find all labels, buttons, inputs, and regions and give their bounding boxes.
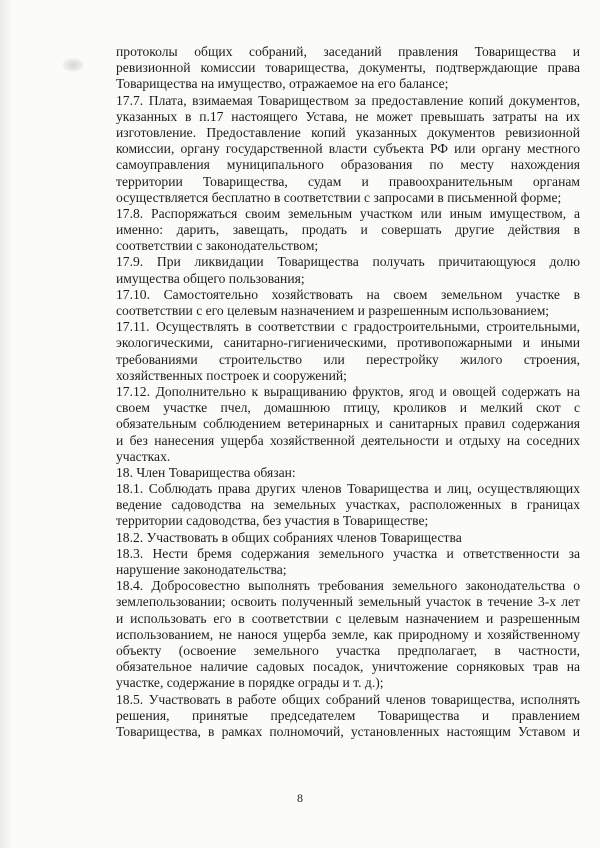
text-line: 18.1. Соблюдать права других членов Товарищества и лиц, осуществляющих xyxy=(116,481,580,497)
text-line: 17.11. Осуществлять в соответствии с градостроительными, строительными, xyxy=(116,319,580,335)
text-line: и использовать его в соответствии с целевым назначением и разрешенным xyxy=(116,610,580,626)
text-line: именно: дарить, завещать, продать и совершать другие действия в xyxy=(116,222,580,238)
text-line: Товарищества, в рамках полномочий, установленных настоящим Уставом и xyxy=(116,723,580,739)
text-line: обязательное наличие садовых посадок, уничтожение сорняковых трав на xyxy=(116,659,580,675)
text-line: землепользовании; освоить полученный земельный участок в течение 3-х лет xyxy=(116,594,580,610)
text-line: ревизионной комиссии товарищества, документы, подтверждающие права xyxy=(116,60,580,76)
text-line: соответствии с его целевым назначением и разрешенным использованием; xyxy=(116,303,550,318)
text-line: изготовление. Предоставление копий указанных документов ревизионной xyxy=(116,124,580,140)
text-line: экологическими, санитарно-гигиеническими, противопожарными и иными xyxy=(116,335,580,351)
page-number: 8 xyxy=(297,791,303,805)
text-line: ведение садоводства на земельных участках, расположенных в границах xyxy=(116,497,580,513)
text-line: 17.8. Распоряжаться своим земельным участком или иным имуществом, а xyxy=(116,205,580,221)
text-line: протоколы общих собраний, заседаний правления Товарищества и xyxy=(116,44,580,59)
text-line: 18. Член Товарищества обязан: xyxy=(116,464,296,480)
document-body xyxy=(116,44,580,740)
text-line: 18.2. Участвовать в общих собраниях членов Товарищества xyxy=(116,529,462,545)
text-line: территории Товарищества, судам и правоохранительным органам xyxy=(116,173,580,189)
text-line: 18.4. Добросовестно выполнять требования земельного законодательства о xyxy=(116,578,580,594)
text-line: 18.3. Нести бремя содержания земельного участка и ответственности за xyxy=(116,545,580,561)
text-line: имущества общего пользования; xyxy=(116,270,305,286)
text-line: требованиями строительство или перестройку жилого строения, xyxy=(116,351,580,367)
text-line: и без нанесения ущерба хозяйственной деятельности и отдыху на соседних xyxy=(116,432,580,448)
text-line: решения, принятые председателем Товарищества и правлением xyxy=(116,707,580,723)
text-line: комиссии, органу государственной власти субъекта РФ или органу местного xyxy=(116,141,580,157)
text-line: осуществляется бесплатно в соответствии с запросами в письменной форме; xyxy=(116,189,562,205)
text-line: 18.5. Участвовать в работе общих собраний членов товарищества, исполнять xyxy=(116,691,580,707)
text-line: Товарищества на имущество, отражаемое на его балансе; xyxy=(116,76,449,92)
text-line: самоуправления муниципального образования по месту нахождения xyxy=(116,157,580,173)
text-line: участках. xyxy=(116,448,171,464)
text-line: 17.10. Самостоятельно хозяйствовать на своем земельном участке в xyxy=(116,286,580,302)
text-line: хозяйственных построек и сооружений; xyxy=(116,367,347,383)
text-line: своем участке пчел, домашнюю птицу, кроликов и мелкий скот с xyxy=(116,400,580,416)
text-line: соответствии с законодательством; xyxy=(116,238,319,254)
page-shadow-edge xyxy=(0,0,12,848)
text-line: обязательным соблюдением ветеринарных и санитарных правил содержания xyxy=(116,416,580,432)
text-line: использованием, не нанося ущерба земле, как природному и хозяйственному xyxy=(116,626,580,642)
text-line: участке, содержание в порядке ограды и т. д.); xyxy=(116,675,384,691)
text-line: территории садоводства, без участия в Товариществе; xyxy=(116,513,429,529)
text-line: указанных в п.17 настоящего Устава, не может превышать затраты на их xyxy=(116,108,580,124)
staple-hole-mark xyxy=(62,58,84,72)
text-line: 17.12. Дополнительно к выращиванию фруктов, ягод и овощей содержать на xyxy=(116,383,580,399)
text-line: нарушение законодательства; xyxy=(116,562,287,577)
text-line: объекту (освоение земельного участка предполагает, в частности, xyxy=(116,642,580,658)
text-line: 17.7. Плата, взимаемая Товариществом за предоставление копий документов, xyxy=(116,92,580,108)
text-line: 17.9. При ликвидации Товарищества получать причитающуюся долю xyxy=(116,254,580,270)
